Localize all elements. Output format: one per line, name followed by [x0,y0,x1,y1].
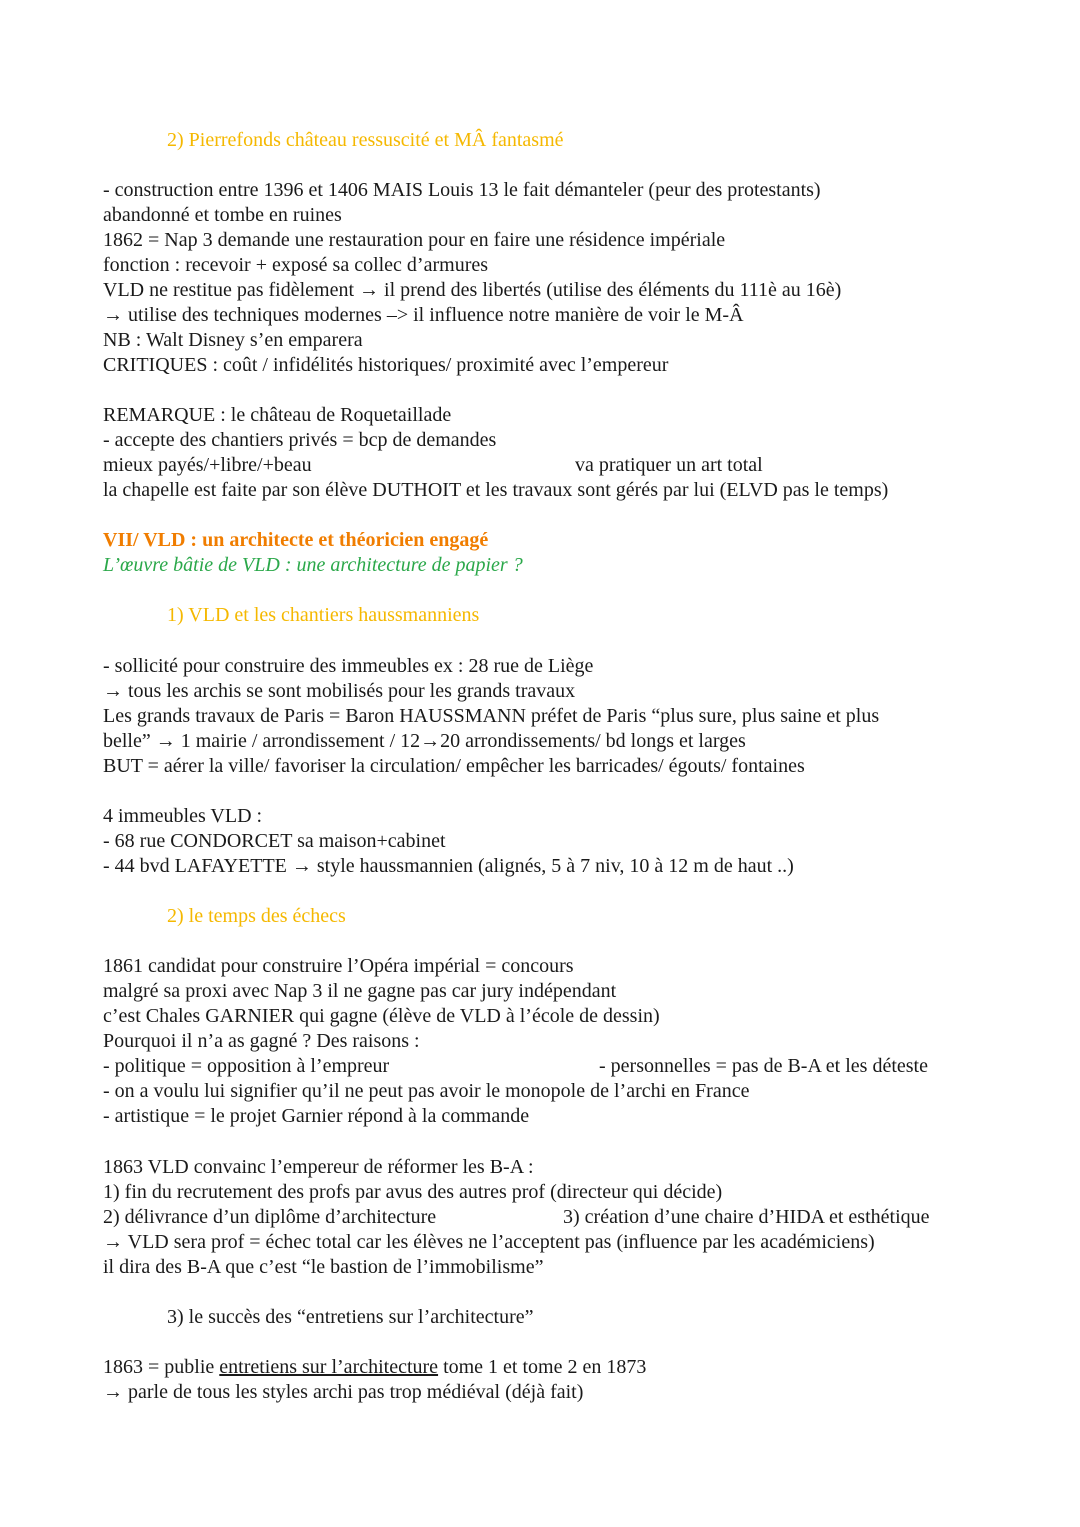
text-line: Les grands travaux de Paris = Baron HAUSSMANN préfet de Paris “plus sure, plus saine et plus [103,705,880,727]
remark-title: REMARQUE : le château de Roquetaillade [103,404,452,426]
subsection-title-entretiens: 3) le succès des “entretiens sur l’architecture” [167,1306,534,1328]
text-line: Pourquoi il n’a as gagné ? Des raisons : [103,1030,420,1052]
text-line: il dira des B-A que c’est “le bastion de l’immobilisme” [103,1256,544,1278]
text-line: 1863 VLD convainc l’empereur de réformer les B-A : [103,1156,534,1178]
subsection-title-pierrefonds: 2) Pierrefonds château ressuscité et MÂ fantasmé [167,129,564,151]
text-line: va pratiquer un art total [575,454,763,476]
text-line: - politique = opposition à l’empreur [103,1055,390,1077]
text-line: - accepte des chantiers privés = bcp de demandes [103,429,497,451]
text-line: 1861 candidat pour construire l’Opéra impérial = concours [103,955,574,977]
subsection-title-haussmann: 1) VLD et les chantiers haussmanniens [167,604,480,626]
text-line: NB : Walt Disney s’en emparera [103,329,363,351]
text-line: malgré sa proxi avec Nap 3 il ne gagne pas car jury indépendant [103,980,617,1002]
text-line: - 44 bvd LAFAYETTE → style haussmannien (alignés, 5 à 7 niv, 10 à 12 m de haut ..) [103,855,794,877]
text-line: BUT = aérer la ville/ favoriser la circulation/ empêcher les barricades/ égouts/ fontaines [103,755,805,777]
text-line: c’est Chales GARNIER qui gagne (élève de VLD à l’école de dessin) [103,1005,660,1027]
text-line [103,1355,646,1380]
text-line: → tous les archis se sont mobilisés pour les grands travaux [103,680,576,702]
text-line: 1862 = Nap 3 demande une restauration pour en faire une résidence impériale [103,229,726,251]
subsection-title-echecs: 2) le temps des échecs [167,905,346,927]
text-fragment: 1863 = publie [103,1356,220,1378]
section-heading: VII/ VLD : un architecte et théoricien engagé [103,529,489,551]
text-line: → utilise des techniques modernes –> il influence notre manière de voir le M-Â [103,304,744,326]
text-line: → parle de tous les styles archi pas trop médiéval (déjà fait) [103,1381,584,1403]
text-line: fonction : recevoir + exposé sa collec d’armures [103,254,489,276]
text-line: 4 immeubles VLD : [103,805,263,827]
text-line: CRITIQUES : coût / infidélités historiques/ proximité avec l’empereur [103,354,669,376]
text-line: 2) délivrance d’un diplôme d’architecture [103,1206,437,1228]
text-line: la chapelle est faite par son élève DUTHOIT et les travaux sont gérés par lui (ELVD pas le temps) [103,479,889,501]
text-line: - personnelles = pas de B-A et les déteste [599,1055,928,1077]
text-line: → VLD sera prof = échec total car les élèves ne l’acceptent pas (influence par les académiciens) [103,1231,875,1253]
text-line: belle” → 1 mairie / arrondissement / 12→20 arrondissements/ bd longs et larges [103,730,746,752]
section-subheading: L’œuvre bâtie de VLD : une architecture de papier ? [103,554,523,576]
book-title: entretiens sur l’architecture [219,1356,439,1378]
text-line: - construction entre 1396 et 1406 MAIS Louis 13 le fait démanteler (peur des protestants) [103,179,821,201]
text-line: mieux payés/+libre/+beau [103,454,312,476]
text-line: 3) création d’une chaire d’HIDA et esthétique [563,1206,930,1228]
text-line: - 68 rue CONDORCET sa maison+cabinet [103,830,446,852]
text-line: abandonné et tombe en ruines [103,204,342,226]
text-line: - on a voulu lui signifier qu’il ne peut pas avoir le monopole de l’archi en France [103,1080,750,1102]
text-line: - artistique = le projet Garnier répond à la commande [103,1105,530,1127]
text-line: VLD ne restitue pas fidèlement → il prend des libertés (utilise des éléments du 111è au 16è) [103,279,842,301]
text-fragment: tome 1 et tome 2 en 1873 [438,1356,647,1378]
text-line: 1) fin du recrutement des profs par avus des autres prof (directeur qui décide) [103,1181,723,1203]
text-line: - sollicité pour construire des immeubles ex : 28 rue de Liège [103,655,594,677]
